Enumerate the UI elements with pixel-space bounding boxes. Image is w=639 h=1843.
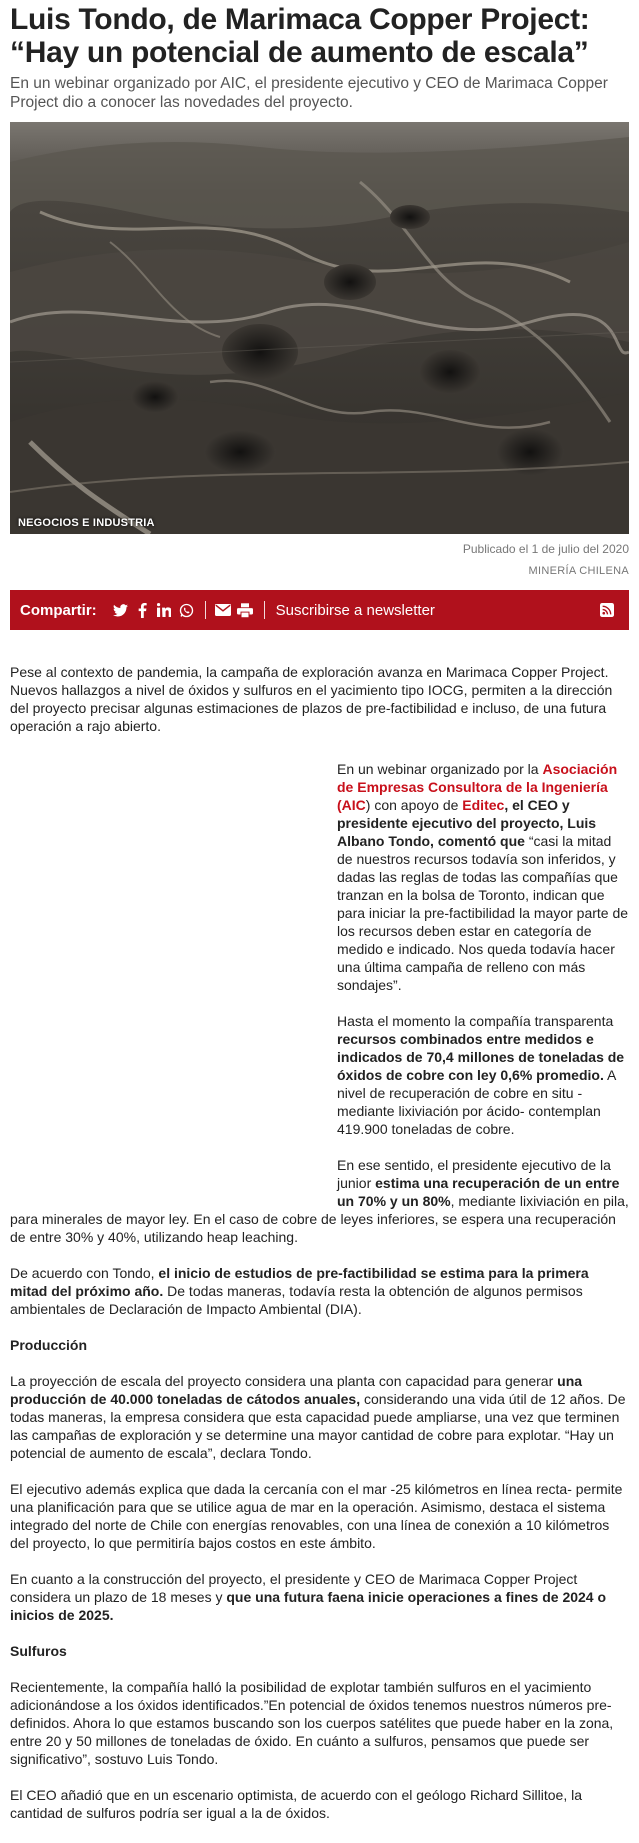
print-icon[interactable] [236,601,255,620]
paragraph: En cuanto a la construcción del proyecto, el presidente y CEO de Marimaca Copper Project considera un plazo de 18 meses y que una futura faena inicie operaciones a fines de 2024 o inicios de 2025. [10,1571,607,1623]
paragraph: En ese sentido, el presidente ejecutivo de la junior estima una recuperación de un entre un 70% y un 80%, mediante lixiviación en pila, para minerales de mayor ley. En el caso de cobre de leyes inferiores, se espera una recuperación de entre 30% y 40%, utilizando heap leaching. [10,1157,629,1245]
paragraph: Recientemente, la compañía halló la posibilidad de explotar también sulfuros en el yacimiento adicionándose a los óxidos identificados.”En potencial de óxidos tenemos nuestros números pre-definidos. Ahora lo que estamos buscando son los cuerpos satélites que puede haber en la zona, entre 20 y 50 millones de toneladas de óxido. En cuánto a sulfuros, pensamos que puede ser significativo”, sostuvo Luis Tondo. [10,1679,614,1767]
paragraph: Pese al contexto de pandemia, la campaña de exploración avanza en Marimaca Copper Project. Nuevos hallazgos a nivel de óxidos y sulfuros en el yacimiento tipo IOCG, permiten a la dirección del proyecto precisar algunas estimaciones de plazos de pre-factibilidad e incluso, de una futura operación a rajo abierto. [10,664,613,734]
facebook-icon[interactable] [133,601,152,620]
image-category-tag: NEGOCIOS E INDUSTRIA [18,517,155,529]
embedded-media-space [10,735,337,1198]
whatsapp-icon[interactable] [177,601,196,620]
paragraph: El ejecutivo además explica que dada la cercanía con el mar -25 kilómetros en línea recta- permite una planificación para que se utilice agua de mar en la operación. Asimismo, destaca el sistema integrado del norte de Chile con energías renovables, con una línea de conexión a 10 kilómetros del proyecto, lo que permitiría bajos costos en este ámbito. [10,1481,623,1551]
rss-icon[interactable] [597,601,616,620]
mine-landscape-photo [10,122,629,534]
article-body [10,663,629,1822]
hero-image [10,122,629,534]
email-icon[interactable] [214,601,233,620]
share-bar [10,590,629,630]
paragraph: De acuerdo con Tondo, el inicio de estudios de pre-factibilidad se estima para la primera mitad del próximo año. De todas maneras, todavía resta la obtención de algunos permisos ambientales de Declaración de Impacto Ambiental (DIA). [10,1265,589,1317]
editec-link[interactable]: Editec [462,797,505,813]
share-label: Compartir: [20,601,97,619]
article-subtitle: En un webinar organizado por AIC, el presidente ejecutivo y CEO de Marimaca Copper Project dio a conocer las novedades del proyecto. [10,75,608,111]
section-heading-sulfuros: Sulfuros [10,1643,67,1659]
divider [264,601,265,619]
newsletter-link[interactable]: Suscribirse a newsletter [275,601,435,619]
paragraph: El CEO añadió que en un escenario optimista, de acuerdo con el geólogo Richard Sillitoe, la cantidad de sulfuros podría ser igual a la de óxidos. [10,1787,583,1821]
twitter-icon[interactable] [111,601,130,620]
article-title: Luis Tondo, de Marimaca Copper Project: “Hay un potencial de aumento de escala” [10,3,590,69]
paragraph: La proyección de escala del proyecto considera una planta con capacidad para generar una producción de 40.000 toneladas de cátodos anuales, considerando una vida útil de 12 años. De todas maneras, la empresa considera que esta capacidad puede ampliarse, una vez que terminen las campañas de exploración y se determine una mayor cantidad de cobre para explotar. “Hay un potencial de aumento de escala”, declara Tondo. [10,1373,626,1461]
paragraph: Hasta el momento la compañía transparenta recursos combinados entre medidos e indicados de 70,4 millones de toneladas de óxidos de cobre con ley 0,6% promedio. A nivel de recuperación de cobre en situ -mediante lixiviación por ácido- contemplan 419.900 toneladas de cobre. [337,1013,625,1137]
publish-date: Publicado el 1 de julio del 2020 [462,542,629,556]
section-heading-produccion: Producción [10,1337,88,1353]
aic-link[interactable]: Asociación de Empresas Consultora de la Ingeniería (AIC [337,761,618,813]
source-label: MINERÍA CHILENA [528,565,629,577]
divider [205,601,206,619]
linkedin-icon[interactable] [155,601,174,620]
paragraph: En un webinar organizado por la Asociación de Empresas Consultora de la Ingeniería (AIC) con apoyo de Editec, el CEO y presidente ejecutivo del proyecto, Luis Albano Tondo, comentó que “casi la mitad de nuestros recursos todavía son inferidos, y dadas las reglas de todas las compañías que tranzan en la bolsa de Toronto, indican que para iniciar la pre-factibilidad la mayor parte de los recursos deben estar en categoría de medido e indicado. Nos queda todavía hacer una última campaña de relleno con más sondajes”. [337,761,629,993]
